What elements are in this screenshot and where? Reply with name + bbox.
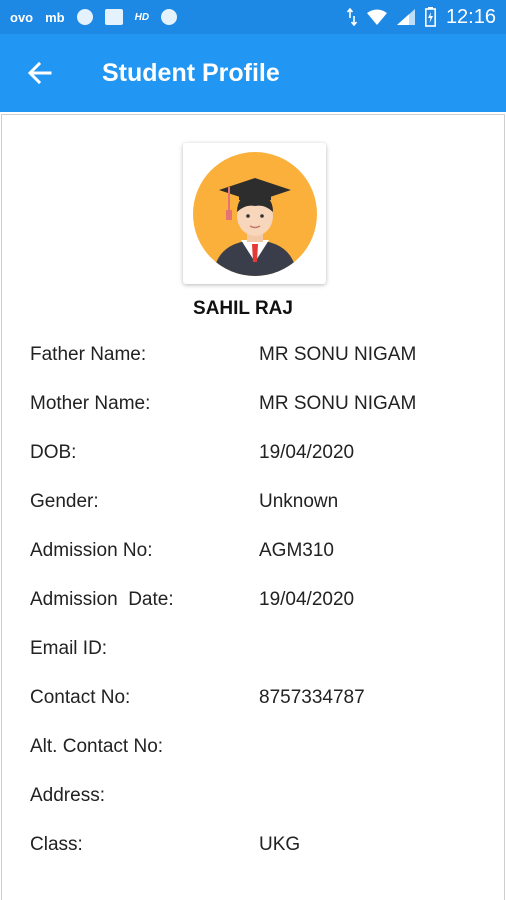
field-mother-name: [30, 393, 490, 421]
battery-icon: [425, 7, 436, 27]
field-value: UKG: [259, 834, 301, 855]
status-bar: [0, 0, 506, 34]
field-label: DOB:: [30, 442, 77, 463]
field-label: Class:: [30, 834, 83, 855]
field-admission-no: [30, 540, 490, 568]
status-system: [347, 6, 496, 29]
image-icon: [105, 9, 123, 25]
field-value: 8757334787: [259, 687, 365, 708]
wifi-icon: [367, 9, 387, 25]
back-button[interactable]: [0, 34, 80, 112]
field-alt-contact-no: [30, 736, 490, 764]
field-value: AGM310: [259, 540, 334, 561]
field-gender: [30, 491, 490, 519]
back-arrow-icon: [28, 62, 52, 84]
hd-label: HD: [134, 11, 150, 23]
field-label: Email ID:: [30, 638, 108, 659]
field-class: [30, 834, 490, 862]
field-label: Admission No:: [30, 540, 153, 561]
app-bar: [0, 34, 506, 112]
field-father-name: [30, 344, 490, 372]
carrier-label-1: ovo: [10, 9, 34, 25]
field-value: 19/04/2020: [259, 442, 355, 463]
field-label: Address:: [30, 785, 105, 806]
field-label: Gender:: [30, 491, 99, 512]
carrier-label-2: mb: [45, 9, 65, 25]
field-email-id: [30, 638, 490, 666]
field-label: Admission Date:: [30, 589, 174, 610]
clock: 12:16: [445, 5, 496, 28]
field-label: Alt. Contact No:: [30, 736, 164, 757]
field-value: Unknown: [259, 491, 339, 512]
data-arrows-icon: [347, 8, 357, 26]
field-contact-no: [30, 687, 490, 715]
field-value: 19/04/2020: [259, 589, 355, 610]
field-label: Mother Name:: [30, 393, 151, 414]
status-notifications: [10, 9, 177, 25]
profile-content: [1, 114, 505, 900]
notification-circle-icon: [77, 9, 93, 25]
field-value: MR SONU NIGAM: [259, 393, 417, 414]
notification-circle-icon: [161, 9, 177, 25]
field-value: MR SONU NIGAM: [259, 344, 417, 365]
avatar: [183, 143, 326, 284]
signal-icon: [397, 9, 415, 25]
field-dob: [30, 442, 490, 470]
graduate-avatar-icon: [191, 150, 319, 278]
field-admission-date: [30, 589, 490, 617]
field-label: Contact No:: [30, 687, 131, 708]
student-name: SAHIL RAJ: [193, 298, 293, 319]
page-title: Student Profile: [102, 58, 280, 87]
field-label: Father Name:: [30, 344, 147, 365]
field-address: [30, 785, 490, 813]
